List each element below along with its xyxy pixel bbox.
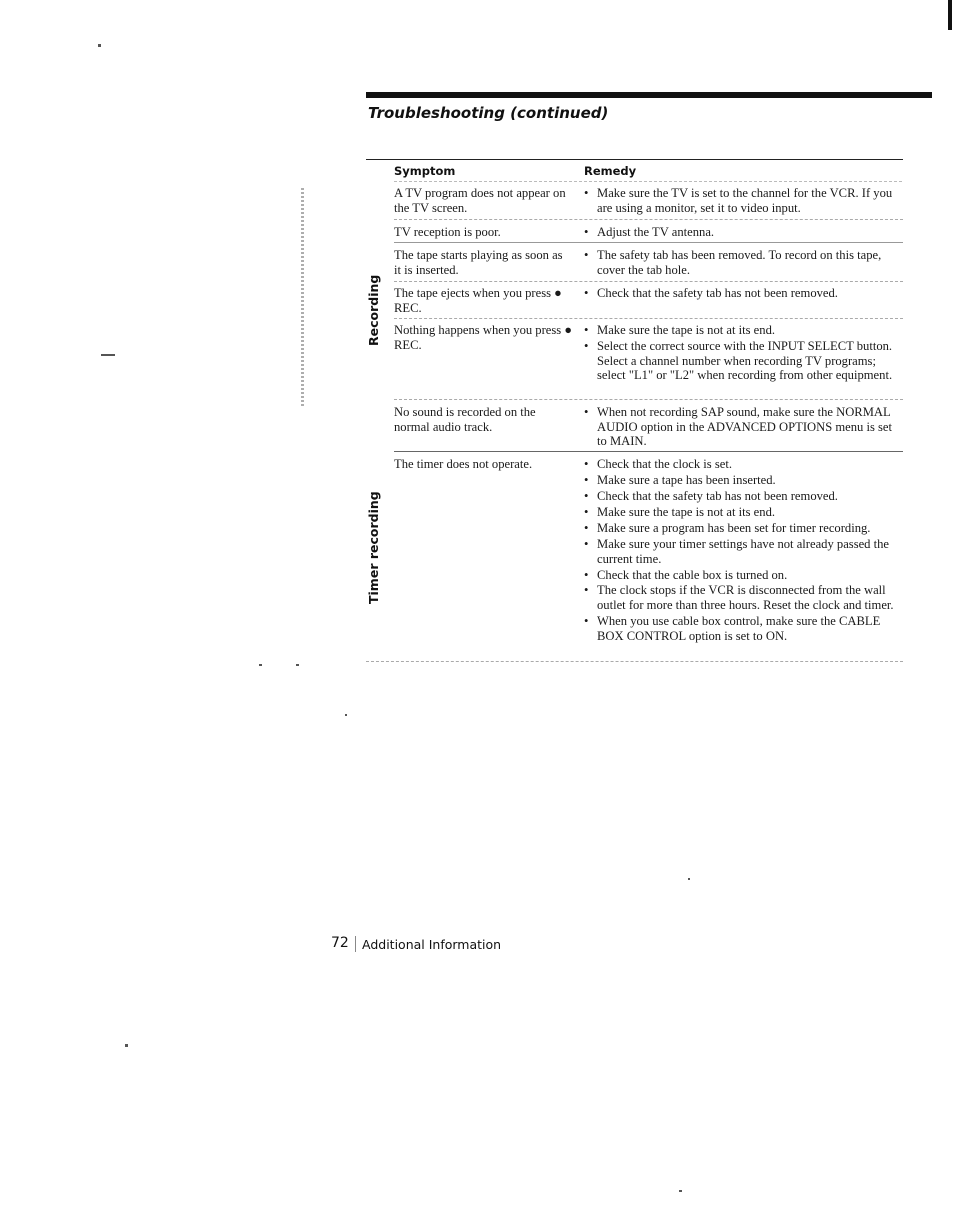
remedy-list	[583, 186, 903, 217]
remedy-list	[583, 286, 903, 302]
row-divider	[394, 281, 903, 282]
symptom-text: A TV program does not appear on the TV screen.	[394, 186, 566, 215]
footer-separator	[355, 936, 356, 952]
remedy-item: • Adjust the TV antenna.	[583, 225, 903, 240]
remedy-list	[583, 457, 903, 645]
section-divider	[394, 451, 903, 452]
scan-speck	[679, 1190, 682, 1192]
remedy-item: • Check that the safety tab has not been removed.	[583, 489, 903, 504]
row-divider	[394, 242, 903, 243]
remedy-item: • Check that the cable box is turned on.	[583, 568, 903, 583]
scan-speck	[688, 878, 690, 880]
symptom-text: The timer does not operate.	[394, 457, 533, 471]
remedy-item: • Make sure the TV is set to the channel for the VCR. If you are using a monitor, set it to video input.	[583, 186, 903, 215]
page-title: Troubleshooting (continued)	[368, 104, 609, 122]
remedy-item: • When not recording SAP sound, make sure the NORMAL AUDIO option in the ADVANCED OPTIONS menu is set to MAIN.	[583, 405, 903, 449]
remedy-item: • Make sure a tape has been inserted.	[583, 473, 903, 488]
symptom-text: TV reception is poor.	[394, 225, 501, 239]
remedy-item: • Check that the safety tab has not been removed.	[583, 286, 903, 301]
table-top-rule	[366, 159, 903, 160]
row-divider	[394, 399, 903, 400]
remedy-list	[583, 405, 903, 450]
table-bottom-rule	[366, 661, 903, 662]
page-number: 72	[331, 935, 349, 951]
scan-edge-mark	[948, 0, 952, 30]
remedy-list	[583, 323, 903, 384]
row-divider	[394, 219, 903, 220]
scan-speck	[98, 44, 101, 47]
scan-speck	[101, 354, 115, 356]
symptom-text: No sound is recorded on the normal audio track.	[394, 405, 536, 434]
remedy-item: • Make sure the tape is not at its end.	[583, 505, 903, 520]
remedy-item: • When you use cable box control, make sure the CABLE BOX CONTROL option is set to ON.	[583, 614, 903, 643]
remedy-item: • The safety tab has been removed. To record on this tape, cover the tab hole.	[583, 248, 903, 277]
section-label-recording: Recording	[366, 274, 381, 346]
row-divider	[394, 318, 903, 319]
remedy-list	[583, 248, 903, 279]
footer-section-title: Additional Information	[362, 937, 502, 952]
scan-speck	[125, 1044, 128, 1047]
header-rule	[366, 92, 932, 98]
remedy-item: • The clock stops if the VCR is disconnected from the wall outlet for more than three hours. Reset the clock and timer.	[583, 583, 903, 612]
scan-speck	[296, 664, 299, 666]
symptom-text: The tape starts playing as soon as it is inserted.	[394, 248, 563, 277]
header-divider	[394, 181, 902, 182]
remedy-item: • Make sure your timer settings have not already passed the current time.	[583, 537, 903, 566]
remedy-item: • Check that the clock is set.	[583, 457, 903, 472]
remedy-item: • Make sure the tape is not at its end.	[583, 323, 903, 338]
remedy-item: • Select the correct source with the INPUT SELECT button. Select a channel number when recording TV programs; select "L1" or "L2" when recording from other equipment.	[583, 339, 903, 383]
scan-speck	[259, 664, 262, 666]
remedy-item: • Make sure a program has been set for timer recording.	[583, 521, 903, 536]
scan-speck	[345, 714, 347, 716]
symptom-text: Nothing happens when you press ● REC.	[394, 323, 572, 352]
remedy-list	[583, 225, 903, 241]
section-label-timer-recording: Timer recording	[366, 491, 381, 604]
binding-edge-artifact	[301, 188, 304, 408]
symptom-column-header: Symptom	[394, 164, 456, 178]
remedy-column-header: Remedy	[584, 164, 637, 178]
symptom-text: The tape ejects when you press ● REC.	[394, 286, 562, 315]
